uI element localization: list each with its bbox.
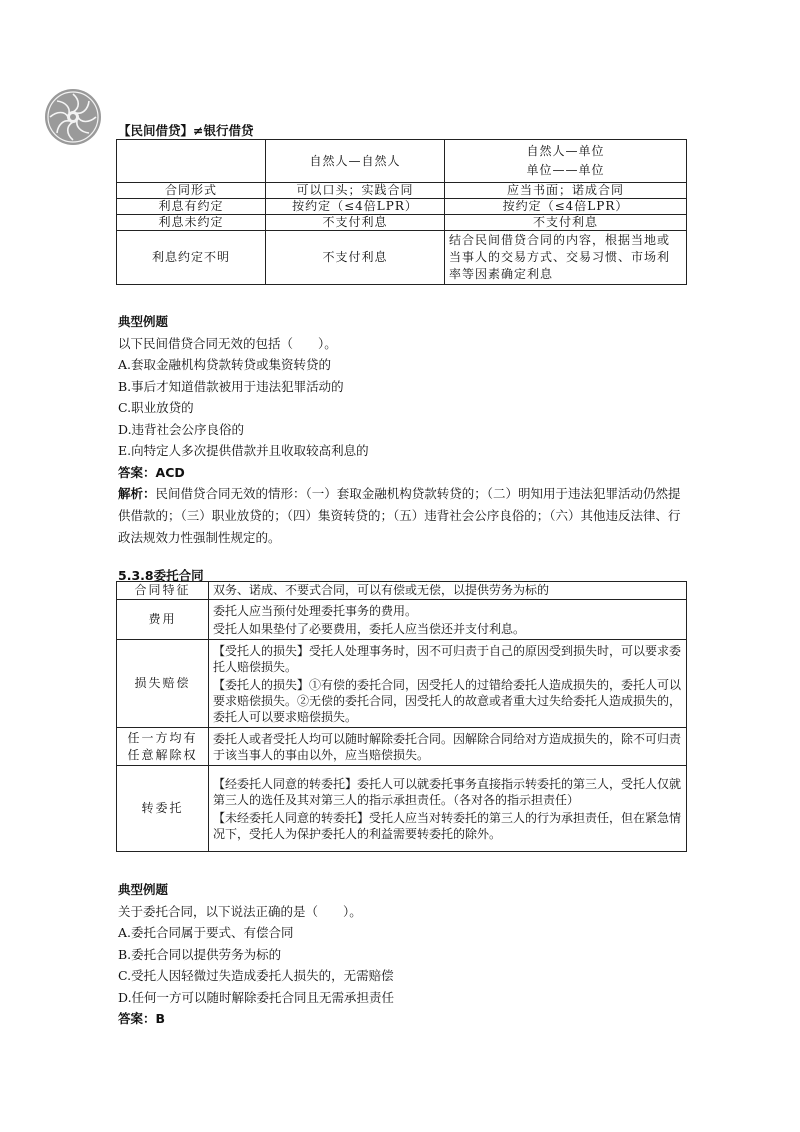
- table-row: [117, 640, 687, 728]
- question-text: 以下民间借贷合同无效的包括（ ）。: [118, 335, 337, 351]
- option-c: C.受托人因轻微过失造成委托人损失的，无需赔偿: [118, 968, 394, 983]
- analysis-text: 民间借贷合同无效的情形：（一）套取金融机构贷款转贷的；（二）明知用于违法犯罪活动仍然提供借款的；（三）职业放贷的；（四）集资转贷的；（五）违背社会公序良俗的；（六）其他违反法律、行政法规效力性强制性规定的。: [118, 486, 681, 545]
- example-2: [118, 879, 688, 1030]
- analysis-label: 解析：: [118, 486, 156, 501]
- entrustment-contract-table: [116, 581, 687, 852]
- table-row: [117, 215, 687, 231]
- answer-line: [118, 462, 688, 484]
- row-label-line2: 任意解除权: [127, 747, 198, 762]
- option-a: A.套取金融机构贷款转贷或集资转贷的: [118, 357, 332, 372]
- row-label: 利息未约定: [117, 215, 266, 231]
- row-label: 费用: [117, 600, 209, 640]
- column-header-units: [445, 140, 687, 183]
- table-row: [117, 600, 687, 640]
- example-1: [118, 311, 688, 549]
- table-row: [117, 766, 687, 852]
- table-row: [117, 728, 687, 766]
- row-label: 合同特征: [117, 582, 209, 600]
- option-d: D.违背社会公序良俗的: [118, 421, 245, 437]
- example-heading: 典型例题: [118, 314, 169, 329]
- answer-label: 答案：: [118, 1011, 156, 1026]
- cell-unit: 不支付利息: [445, 215, 687, 231]
- cell-unit: 按约定（≤4倍LPR）: [445, 199, 687, 215]
- answer-label: 答案：: [118, 464, 156, 480]
- column-header-natural-persons: 自然人—自然人: [266, 140, 445, 183]
- analysis-paragraph: [118, 483, 688, 549]
- table-row: [117, 199, 687, 215]
- table-row: [117, 231, 687, 285]
- cell-natural: 不支付利息: [266, 215, 445, 231]
- section-title-private-lending: 【民间借贷】≠银行借贷: [118, 123, 254, 138]
- table-corner-cell: [117, 140, 266, 183]
- row-content: 委托人或者受托人均可以随时解除委托合同。因解除合同给对方造成损失的，除不可归责于该当事人的事由以外，应当赔偿损失。: [209, 728, 687, 766]
- row-label: 损失赔偿: [117, 640, 209, 728]
- column-header-units-line2: 单位——单位: [526, 163, 605, 177]
- lending-comparison-table: [116, 139, 687, 285]
- option-e: E.向特定人多次提供借款并且收取较高利息的: [118, 443, 369, 458]
- row-content: [209, 600, 687, 640]
- cell-natural: 按约定（≤4倍LPR）: [266, 199, 445, 215]
- column-header-units-line1: 自然人—单位: [526, 144, 605, 158]
- content-line: 委托人应当预付处理委托事务的费用。: [213, 603, 418, 618]
- option-d: D.任何一方可以随时解除委托合同且无需承担责任: [118, 989, 395, 1005]
- cell-unit: 应当书面；诺成合同: [445, 183, 687, 199]
- row-label: 利息约定不明: [117, 231, 266, 285]
- question-text: 关于委托合同，以下说法正确的是（ ）。: [118, 903, 362, 919]
- row-label-line1: 任一方均有: [127, 730, 198, 745]
- option-b: B.委托合同以提供劳务为标的: [118, 946, 282, 962]
- answer-value: B: [155, 1011, 166, 1026]
- table-row: [117, 183, 687, 199]
- cell-natural: 可以口头；实践合同: [266, 183, 445, 199]
- example-heading: 典型例题: [118, 882, 169, 897]
- content-paragraph: 【委托人的损失】①有偿的委托合同，因受托人的过错给委托人造成损失的，委托人可以要求赔偿损失。②无偿的委托合同，因受托人的故意或者重大过失给委托人造成损失的，委托人可以要求赔偿损失。: [213, 677, 682, 724]
- row-label: 合同形式: [117, 183, 266, 199]
- answer-line: [118, 1008, 688, 1030]
- content-paragraph: 【未经委托人同意的转委托】受托人应当对转委托的第三人的行为承担责任，但在紧急情况下，受托人为保护委托人的利益需要转委托的除外。: [213, 810, 682, 841]
- option-c: C.职业放贷的: [118, 400, 194, 415]
- row-label: 利息有约定: [117, 199, 266, 215]
- row-content: [209, 640, 687, 728]
- content-paragraph: 【经委托人同意的转委托】委托人可以就委托事务直接指示转委托的第三人，受托人仅就第三人的选任及其对第三人的指示承担责任。（各对各的指示担责任）: [213, 776, 682, 807]
- publisher-logo-icon: [44, 88, 102, 146]
- content-paragraph: 【受托人的损失】受托人处理事务时，因不可归责于自己的原因受到损失时，可以要求委托人赔偿损失。: [213, 643, 682, 674]
- content-line: 受托人如果垫付了必要费用，委托人应当偿还并支付利息。: [213, 621, 526, 636]
- section-title-entrustment-contract: 5.3.8委托合同: [118, 568, 204, 583]
- option-b: B.事后才知道借款被用于违法犯罪活动的: [118, 378, 344, 394]
- row-content: 双务、诺成、不要式合同，可以有偿或无偿，以提供劳务为标的: [209, 582, 687, 600]
- option-a: A.委托合同属于要式、有偿合同: [118, 925, 294, 940]
- row-label: [117, 728, 209, 766]
- cell-unit: 结合民间借贷合同的内容，根据当地或当事人的交易方式、交易习惯、市场利率等因素确定利息: [445, 231, 687, 285]
- row-content: [209, 766, 687, 852]
- cell-natural: 不支付利息: [266, 231, 445, 285]
- row-label: 转委托: [117, 766, 209, 852]
- table-row: [117, 582, 687, 600]
- answer-value: ACD: [155, 464, 185, 480]
